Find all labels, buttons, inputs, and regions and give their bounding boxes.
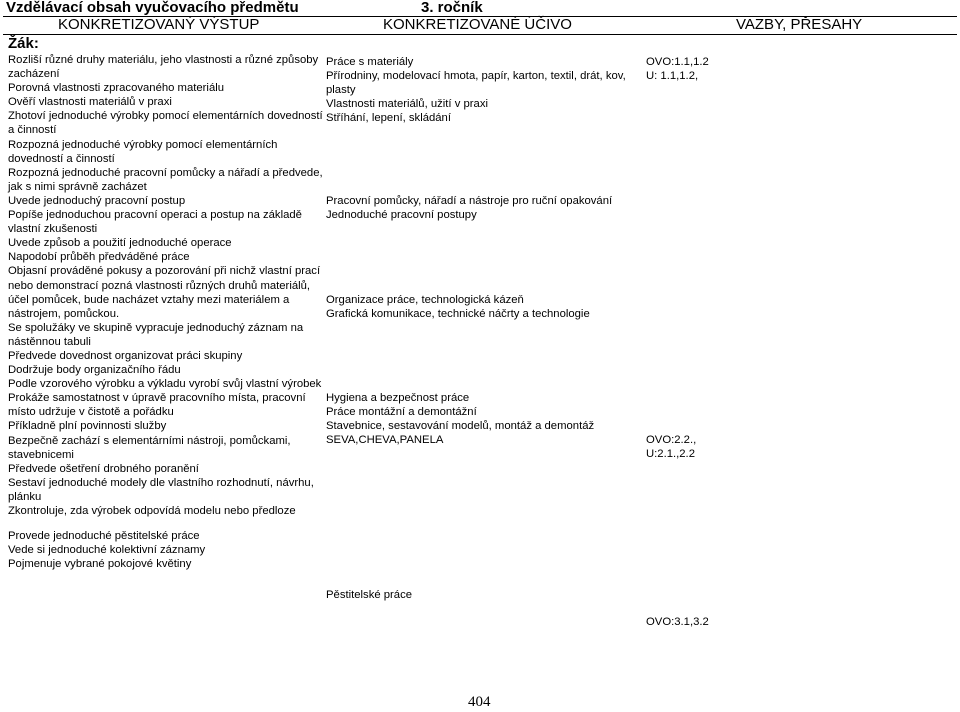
- outcome-line: nástěnnou tabuli: [8, 335, 91, 348]
- section-label: Žák:: [8, 35, 39, 52]
- outcome-line: Zhotoví jednoduché výrobky pomocí elementárních dovedností: [8, 110, 323, 123]
- content-group-growing: [326, 588, 638, 602]
- subject-title: Vzdělávací obsah vyučovacího předmětu: [6, 0, 299, 16]
- content-line: Práce s materiály: [326, 56, 414, 68]
- outcome-line: Prokáže samostatnost v úpravě pracovního místa, pracovní: [8, 392, 306, 405]
- content-line: Hygiena a bezpečnost práce: [326, 392, 470, 404]
- outcome-line: nástrojem, pomůckou.: [8, 307, 120, 320]
- outcome-line: Předvede dovednost organizovat práci skupiny: [8, 349, 243, 362]
- outcome-line: Rozliší různé druhy materiálu, jeho vlastnosti a různé způsoby: [8, 54, 319, 66]
- content-group-organization: [326, 293, 638, 321]
- header-outcome: KONKRETIZOVANÝ VÝSTUP: [58, 16, 260, 33]
- content-line: Jednoduché pracovní postupy: [326, 209, 477, 222]
- outcome-line: a činností: [8, 124, 57, 137]
- outcome-line: Porovná vlastnosti zpracovaného materiálu: [8, 82, 225, 95]
- header-links: VAZBY, PŘESAHY: [736, 16, 863, 33]
- link-line: U: 1.1,1.2,: [646, 70, 699, 83]
- outcome-line: zacházení: [8, 68, 60, 81]
- links-group-2: [646, 433, 756, 461]
- content-line: plasty: [326, 84, 356, 97]
- content-group-safety: [326, 391, 638, 447]
- outcome-line: Příkladně plní povinnosti služby: [8, 420, 167, 433]
- outcome-line: Vede si jednoduché kolektivní záznamy: [8, 544, 206, 557]
- page-number: 404: [468, 694, 491, 710]
- outcome-line: Uvede jednoduchý pracovní postup: [8, 194, 186, 207]
- outcome-line: Napodobí průběh předváděné práce: [8, 251, 190, 264]
- outcome-line: Pojmenuje vybrané pokojové květiny: [8, 558, 192, 571]
- outcome-line: stavebnicemi: [8, 448, 74, 461]
- outcome-line: Objasní prováděné pokusy a pozorování při nichž vlastní prací: [8, 265, 321, 278]
- content-line: Pracovní pomůcky, nářadí a nástroje pro ruční opakování: [326, 195, 613, 207]
- outcome-line: dovedností a činností: [8, 152, 115, 165]
- outcome-line: Rozpozná jednoduché výrobky pomocí elementárních: [8, 138, 278, 151]
- outcomes-list-growing: [8, 529, 318, 571]
- outcome-line: Sestaví jednoduché modely dle vlastního rozhodnutí, návrhu,: [8, 476, 314, 489]
- content-line: Přírodniny, modelovací hmota, papír, karton, textil, drát, kov,: [326, 70, 626, 83]
- link-line: OVO:3.1,3.2: [646, 616, 709, 628]
- outcomes-list: [8, 53, 323, 518]
- table-header: [3, 16, 957, 35]
- outcome-line: místo udržuje v čistotě a pořádku: [8, 406, 174, 419]
- outcome-line: plánku: [8, 490, 42, 503]
- outcome-line: jak s nimi správně zacházet: [8, 180, 147, 193]
- outcome-line: účel pomůcek, bude nacházet vztahy mezi materiálem a: [8, 293, 290, 306]
- outcome-line: Bezpečně zachází s elementárními nástroji, pomůckami,: [8, 434, 291, 447]
- title-row: [3, 0, 957, 17]
- outcome-line: vlastní zkušenosti: [8, 223, 98, 236]
- content-line: Organizace práce, technologická kázeň: [326, 294, 524, 306]
- content-line: Pěstitelské práce: [326, 589, 413, 601]
- links-group-3: [646, 615, 756, 629]
- outcome-line: Předvede ošetření drobného poranění: [8, 462, 199, 475]
- outcome-line: Popíše jednoduchou pracovní operaci a postup na základě: [8, 209, 302, 222]
- grade-label: 3. ročník: [421, 0, 483, 16]
- link-line: OVO:2.2.,: [646, 434, 697, 446]
- outcome-line: Zkontroluje, zda výrobek odpovídá modelu nebo předloze: [8, 505, 296, 517]
- outcome-line: Provede jednoduché pěstitelské práce: [8, 530, 200, 542]
- content-line: Stříhání, lepení, skládání: [326, 112, 451, 125]
- outcome-line: Uvede způsob a použití jednoduché operace: [8, 237, 232, 250]
- content-line: Práce montážní a demontážní: [326, 406, 477, 419]
- content-line: SEVA,CHEVA,PANELA: [326, 434, 444, 447]
- content-line: Vlastnosti materiálů, užití v praxi: [326, 98, 488, 111]
- content-group-materials: [326, 55, 638, 125]
- outcome-line: Ověří vlastnosti materiálů v praxi: [8, 96, 172, 109]
- outcome-line: Rozpozná jednoduché pracovní pomůcky a nářadí a předvede,: [8, 166, 323, 179]
- outcome-line: Podle vzorového výrobku a výkladu vyrobí svůj vlastní výrobek: [8, 378, 322, 391]
- links-group-1: [646, 55, 756, 83]
- link-line: U:2.1.,2.2: [646, 448, 695, 461]
- link-line: OVO:1.1,1.2: [646, 56, 709, 68]
- content-line: Grafická komunikace, technické náčrty a technologie: [326, 308, 590, 321]
- header-content: KONKRETIZOVANÉ ÚČIVO: [383, 16, 572, 33]
- outcome-line: Se spolužáky ve skupině vypracuje jednoduchý záznam na: [8, 321, 304, 334]
- outcome-line: Dodržuje body organizačního řádu: [8, 364, 181, 377]
- content-group-tools: [326, 194, 638, 222]
- outcome-line: nebo demonstrací pozná vlastnosti různých druhů materiálů,: [8, 279, 311, 292]
- content-line: Stavebnice, sestavování modelů, montáž a demontáž: [326, 420, 595, 433]
